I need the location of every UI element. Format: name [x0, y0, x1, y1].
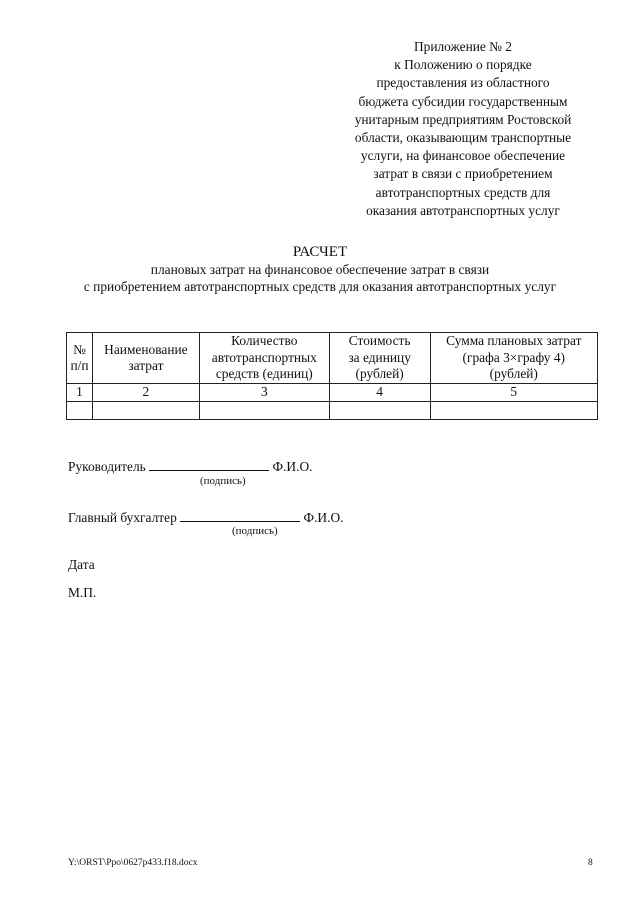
appendix-line: унитарным предприятиям Ростовской: [354, 111, 572, 127]
appendix-line: предоставления из областного: [376, 75, 550, 91]
head-label: Руководитель: [68, 459, 146, 474]
header-cell-total: [430, 333, 597, 384]
appendix-line: оказания автотранспортных услуг: [366, 202, 560, 218]
head-signature-hint: (подпись): [200, 475, 246, 487]
accountant-signature-field[interactable]: [180, 509, 300, 522]
column-number-cell: 2: [92, 384, 199, 402]
footer-page-number: 8: [588, 858, 593, 868]
accountant-signature-line: [68, 509, 343, 526]
empty-cell[interactable]: [67, 402, 93, 420]
appendix-line: к Положению о порядке: [394, 57, 532, 73]
header-text: Стоимость: [348, 333, 411, 349]
stamp-label: М.П.: [68, 585, 97, 600]
footer-file-path: Y:\ORST\Ppo\0627p433.f18.docx: [68, 858, 198, 868]
empty-cell[interactable]: [92, 402, 199, 420]
appendix-block: [330, 38, 596, 220]
header-text: автотранспортных: [211, 349, 317, 365]
header-cell-quantity: [199, 333, 329, 384]
column-number-row: [67, 384, 598, 402]
date-label: Дата: [68, 557, 95, 572]
header-cell-unit-cost: [329, 333, 430, 384]
header-text: за единицу: [348, 349, 411, 365]
title-subtitle-line-2: с приобретением автотранспортных средств для оказания автотранспортных услуг: [83, 279, 557, 294]
head-signature-field[interactable]: [149, 458, 269, 471]
empty-cell[interactable]: [430, 402, 597, 420]
header-text: средств (единиц): [215, 366, 313, 382]
header-text: затрат: [128, 358, 164, 373]
header-cell-number: [67, 333, 93, 384]
header-text: Наименование: [104, 341, 188, 357]
header-cell-name: [92, 333, 199, 384]
column-number-cell: 5: [430, 384, 597, 402]
accountant-label: Главный бухгалтер: [68, 510, 177, 525]
header-text: Количество: [231, 333, 298, 349]
title-subtitle-line-1: плановых затрат на финансовое обеспечение затрат в связи: [150, 262, 490, 277]
header-text: (рублей): [355, 366, 404, 382]
table-header-row: [67, 333, 598, 384]
head-fio: Ф.И.О.: [272, 459, 313, 474]
document-title: [0, 243, 640, 295]
accountant-signature-hint: (подпись): [232, 525, 278, 537]
header-text: (графа 3×графу 4): [462, 349, 566, 365]
appendix-line: Приложение № 2: [413, 39, 513, 54]
empty-cell[interactable]: [199, 402, 329, 420]
header-text: п/п: [70, 358, 89, 373]
accountant-fio: Ф.И.О.: [303, 510, 344, 525]
column-number-cell: 4: [329, 384, 430, 402]
calculation-table: [66, 332, 598, 420]
appendix-line: услуги, на финансовое обеспечение: [360, 148, 566, 164]
header-text: №: [73, 341, 86, 357]
appendix-line: области, оказывающим транспортные: [354, 130, 572, 146]
header-text: Сумма плановых затрат: [446, 333, 582, 349]
appendix-line: автотранспортных средств для: [375, 184, 551, 200]
header-text: (рублей): [489, 366, 538, 382]
column-number-cell: 1: [67, 384, 93, 402]
appendix-line: бюджета субсидии государственным: [358, 93, 568, 109]
column-number-cell: 3: [199, 384, 329, 402]
empty-cell[interactable]: [329, 402, 430, 420]
head-signature-line: [68, 458, 312, 475]
table-row: [67, 402, 598, 420]
title-main: РАСЧЕТ: [292, 244, 348, 260]
appendix-line: затрат в связи с приобретением: [373, 166, 553, 182]
